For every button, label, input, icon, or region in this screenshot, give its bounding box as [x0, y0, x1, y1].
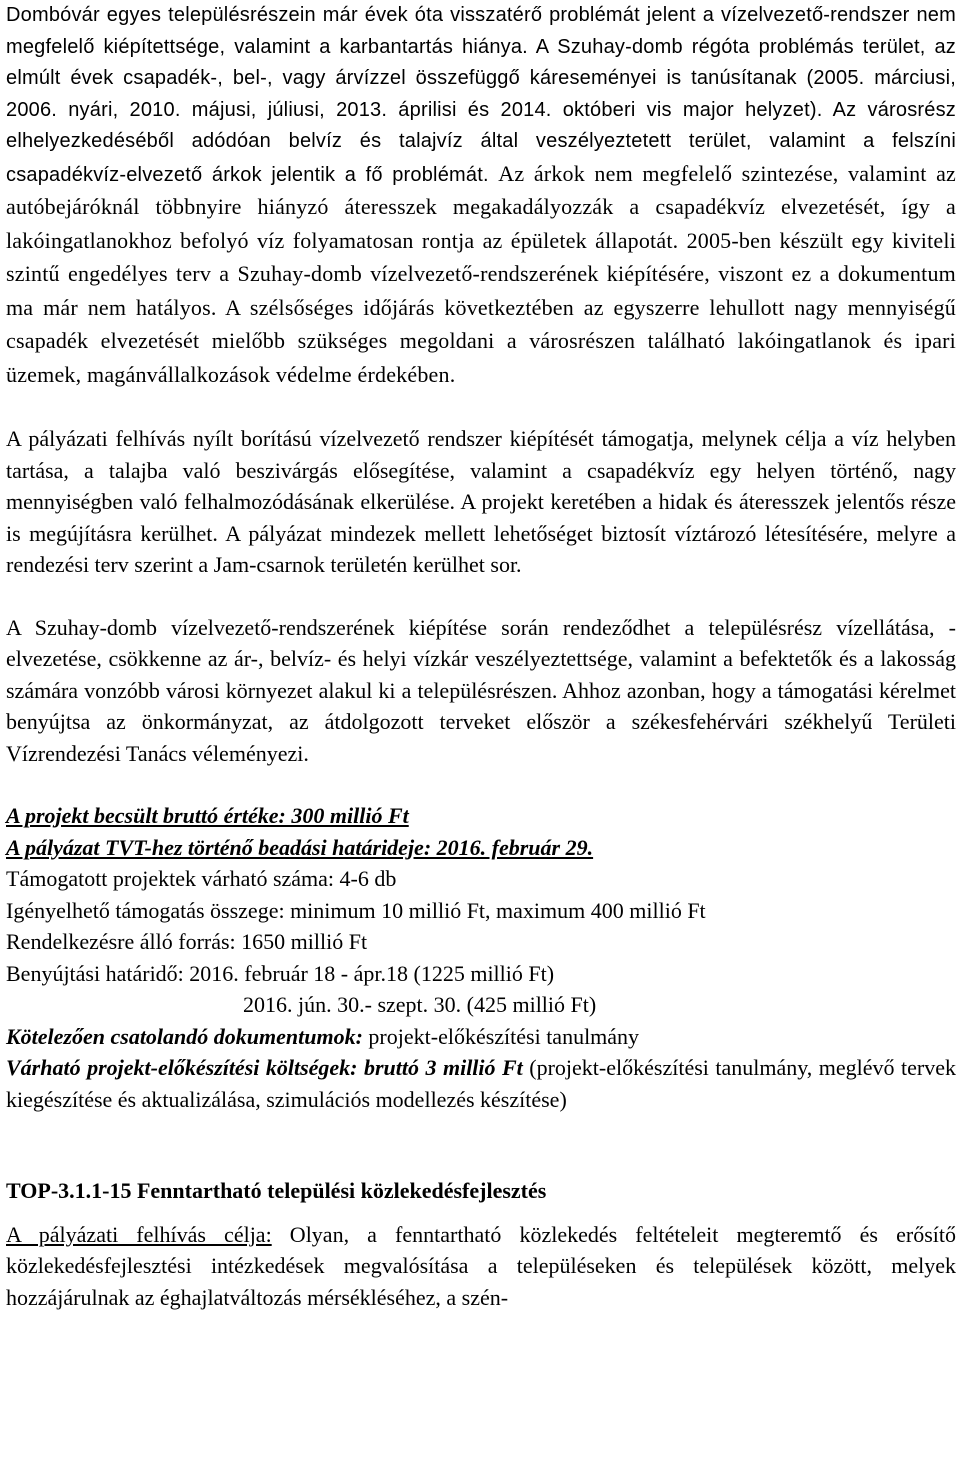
required-documents [6, 1021, 956, 1053]
paragraph-szuhay-problem [6, 0, 956, 392]
paragraph-serif-part: Az árkok nem megfelelő szintezése, valamint az autóbejáróknál többnyire hiányzó áteresszek megakadályozzák a csapadékvíz elvezetését, így a lakóingatlanokhoz befolyó víz folyamatosan rontja az épületek állapotát. 2005-ben készült egy kiviteli szintű engedélyes terv a Szuhay-domb vízelvezető-rendszerének kiépítésére, viszont ez a dokumentum ma már nem hatályos. A szélsőséges időjárás következtében az egyszerre lehullott nagy mennyiségű csapadék elvezetését mielőbb szükséges megoldani a városrészen található lakóingatlanok és ipari üzemek, magánvállalkozások védelme érdekében. [6, 160, 957, 387]
tvt-deadline-line: A pályázat TVT-hez történő beadási határideje: 2016. február 29. [6, 834, 594, 860]
preparation-costs [6, 1052, 956, 1115]
section-goal-text: Olyan, a fenntartható közlekedés feltételeit megteremtő és erősítő közlekedésfejlesztési intézkedések megvalósítása a településeken és települések között, melyek hozzájárulnak az éghajlatváltozás mérsékléséhez, a szén- [6, 1221, 956, 1310]
preparation-costs-label: Várható projekt-előkészítési költségek: bruttó 3 millió Ft [6, 1055, 523, 1080]
required-documents-label: Kötelezően csatolandó dokumentumok: [6, 1023, 363, 1049]
support-amount: Igényelhető támogatás összege: minimum 10 millió Ft, maximum 400 millió Ft [6, 897, 706, 923]
supported-projects-count: Támogatott projektek várható száma: 4-6 db [6, 866, 397, 891]
project-value-line: A projekt becsült bruttó értéke: 300 millió Ft [6, 803, 409, 828]
required-documents-value: projekt-előkészítési tanulmány [362, 1023, 640, 1049]
top-section [6, 1175, 956, 1313]
paragraph-sans-part: Dombóvár egyes településrészein már évek óta visszatérő problémát jelent a vízelvezető-rendszer nem megfelelő kiépítettsége, valamint a karbantartás hiánya. A Szuhay-domb régóta problémás terület, az elmúlt évek csapadék-, bel-, vagy árvízzel összefüggő káreseményei is tanúsítanak (2005. márciusi, 2006. nyári, 2010. májusi, júliusi, 2013. áprilisi és 2014. októberi vis major helyzet). Az városrész elhelyezkedéséből adódóan belvíz és talajvíz által veszélyeztetett terület, valamint a felszíni csapadékvíz-elvezető árkok jelentik a fő problémát. [6, 4, 956, 186]
available-source: Rendelkezésre álló forrás: 1650 millió Ft [6, 929, 368, 954]
document-page [6, 0, 956, 1313]
submission-deadline-1: Benyújtási határidő: 2016. február 18 - ápr.18 (1225 millió Ft) [6, 960, 555, 986]
section-heading: TOP-3.1.1-15 Fenntartható települési közlekedésfejlesztés [6, 1178, 547, 1203]
section-goal [6, 1219, 956, 1314]
paragraph-expected-results: A Szuhay-domb vízelvezető-rendszerének kiépítése során rendeződhet a településrész vízellátása, -elvezetése, csökkenne az ár-, belvíz- és helyi vízkár veszélyeztettsége, valamint a befektetők és a lakosság számára vonzóbb városi környezet alakul ki a településrészen. Ahhoz azonban, hogy a támogatási kérelmet benyújtsa az önkormányzat, az átdolgozott terveket először a székesfehérvári székhelyű Területi Vízrendezési Tanács véleményezi. [6, 614, 956, 766]
project-details [6, 800, 956, 1115]
submission-deadline-2: 2016. jún. 30.- szept. 30. (425 millió Ft) [243, 992, 597, 1017]
section-goal-label: A pályázati felhívás célja: [6, 1221, 272, 1247]
preparation-costs-value: (projekt-előkészítési tanulmány, meglévő tervek kiegészítése és aktualizálása, szimulációs modellezés készítése) [6, 1055, 956, 1112]
paragraph-call-description: A pályázati felhívás nyílt borítású vízelvezető rendszer kiépítését támogatja, melynek célja a víz helyben tartása, a talajba való beszivárgás elősegítése, valamint a csapadékvíz egy helyen történő, nagy mennyiségben való felhalmozódásának elkerülése. A projekt keretében a hidak és áteresszek jelentős része is megújításra kerülhet. A pályázat mindezek mellett lehetőséget biztosít víztározó létesítésére, melyre a rendezési terv szerint a Jam-csarnok területén kerülhet sor. [6, 426, 956, 577]
